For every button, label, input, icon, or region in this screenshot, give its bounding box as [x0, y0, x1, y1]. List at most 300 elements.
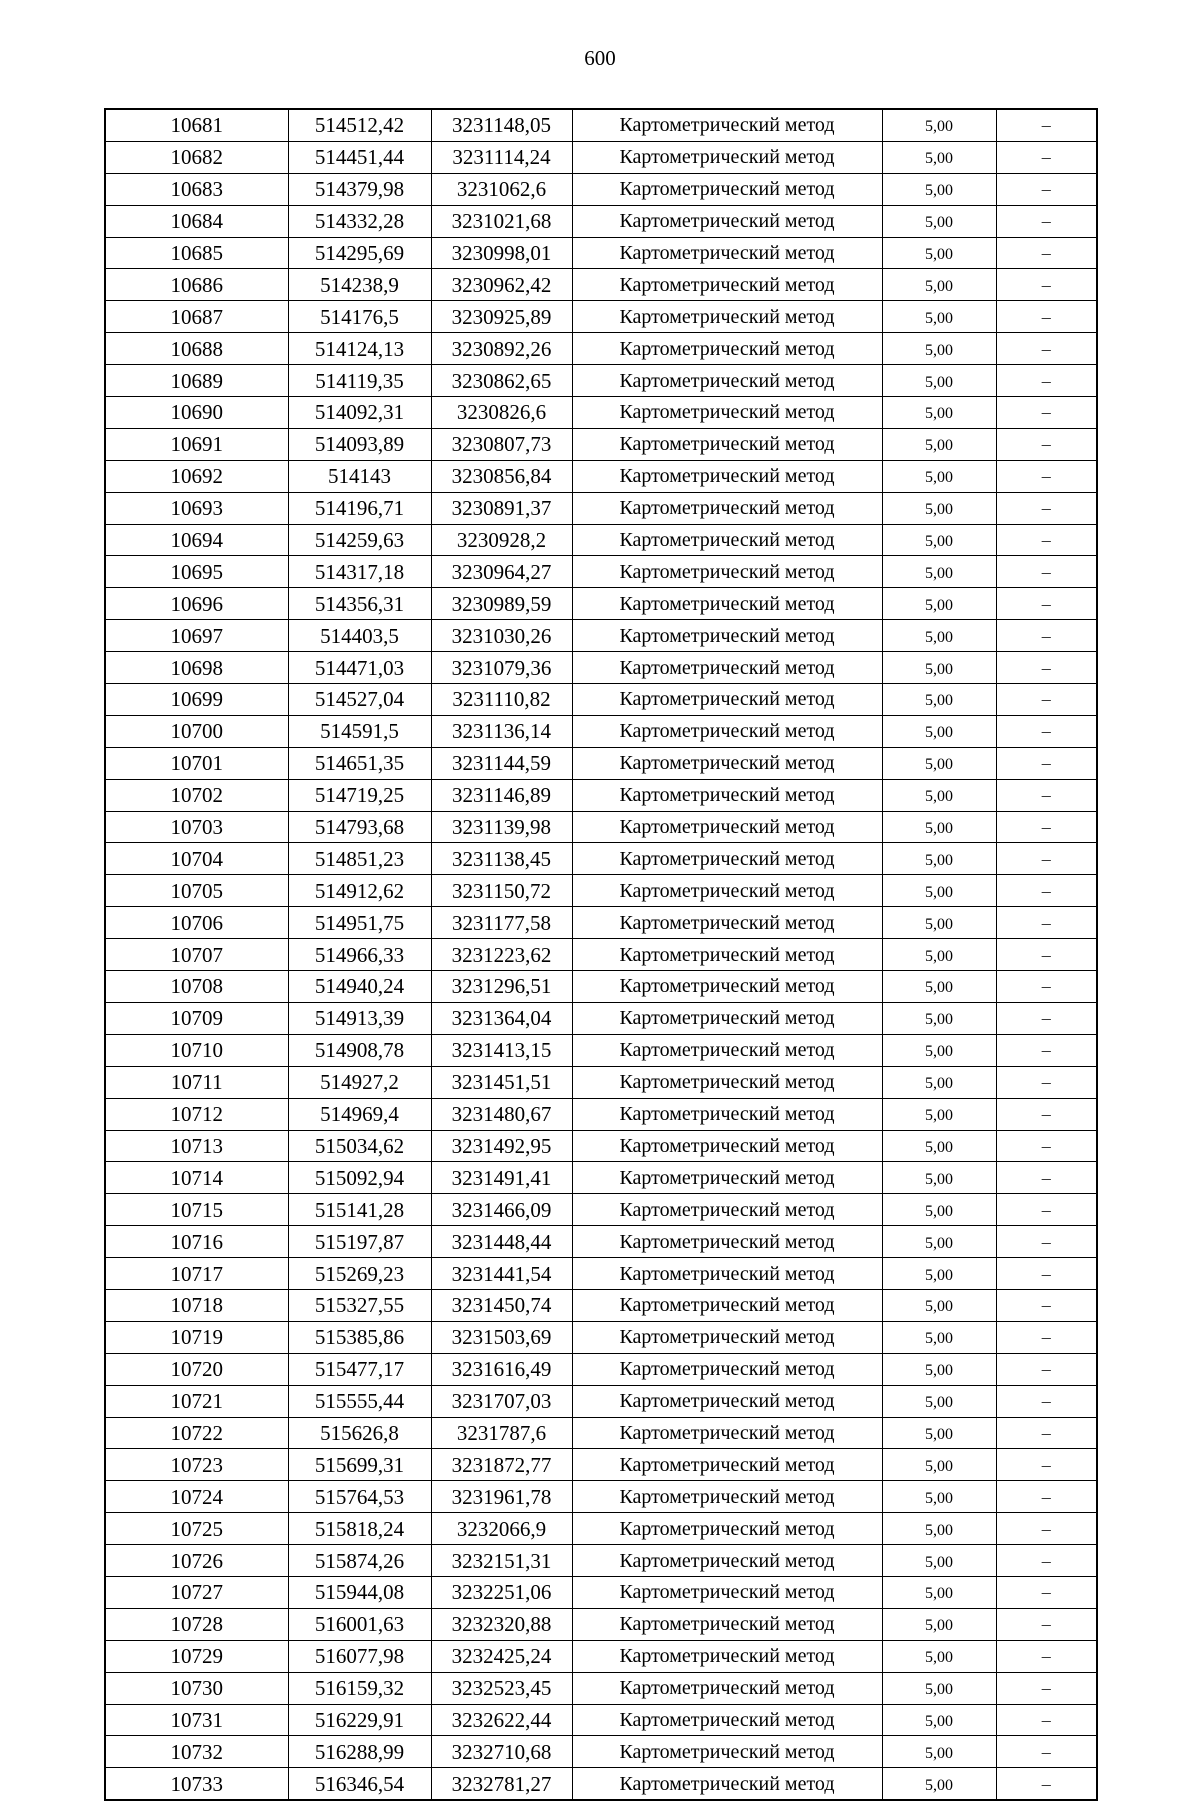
- note-cell: –: [996, 1576, 1097, 1608]
- y-coordinate-cell: 3231364,04: [431, 1002, 572, 1034]
- accuracy-cell: 5,00: [882, 492, 996, 524]
- y-coordinate-cell: 3231707,03: [431, 1385, 572, 1417]
- method-cell: Картометрический метод: [572, 269, 882, 301]
- note-cell: –: [996, 109, 1097, 141]
- method-cell: Картометрический метод: [572, 428, 882, 460]
- point-number-cell: 10708: [105, 971, 288, 1003]
- accuracy-cell: 5,00: [882, 141, 996, 173]
- method-cell: Картометрический метод: [572, 1321, 882, 1353]
- y-coordinate-cell: 3230891,37: [431, 492, 572, 524]
- coordinates-table: [104, 108, 1098, 1801]
- method-cell: Картометрический метод: [572, 1258, 882, 1290]
- accuracy-cell: 5,00: [882, 652, 996, 684]
- accuracy-cell: 5,00: [882, 971, 996, 1003]
- x-coordinate-cell: 516001,63: [288, 1608, 431, 1640]
- note-cell: –: [996, 1768, 1097, 1800]
- note-cell: –: [996, 1417, 1097, 1449]
- y-coordinate-cell: 3231492,95: [431, 1130, 572, 1162]
- point-number-cell: 10715: [105, 1194, 288, 1226]
- note-cell: –: [996, 779, 1097, 811]
- x-coordinate-cell: 515555,44: [288, 1385, 431, 1417]
- accuracy-cell: 5,00: [882, 173, 996, 205]
- point-number-cell: 10703: [105, 811, 288, 843]
- point-number-cell: 10730: [105, 1672, 288, 1704]
- accuracy-cell: 5,00: [882, 1576, 996, 1608]
- accuracy-cell: 5,00: [882, 811, 996, 843]
- y-coordinate-cell: 3230862,65: [431, 365, 572, 397]
- accuracy-cell: 5,00: [882, 301, 996, 333]
- table-row: [105, 237, 1097, 269]
- point-number-cell: 10705: [105, 875, 288, 907]
- y-coordinate-cell: 3230892,26: [431, 333, 572, 365]
- note-cell: –: [996, 141, 1097, 173]
- x-coordinate-cell: 514124,13: [288, 333, 431, 365]
- x-coordinate-cell: 515197,87: [288, 1226, 431, 1258]
- x-coordinate-cell: 514969,4: [288, 1098, 431, 1130]
- note-cell: –: [996, 875, 1097, 907]
- y-coordinate-cell: 3232781,27: [431, 1768, 572, 1800]
- y-coordinate-cell: 3231441,54: [431, 1258, 572, 1290]
- y-coordinate-cell: 3231872,77: [431, 1449, 572, 1481]
- table-row: [105, 1226, 1097, 1258]
- y-coordinate-cell: 3232425,24: [431, 1640, 572, 1672]
- y-coordinate-cell: 3232622,44: [431, 1704, 572, 1736]
- note-cell: –: [996, 1481, 1097, 1513]
- table-row: [105, 1449, 1097, 1481]
- point-number-cell: 10724: [105, 1481, 288, 1513]
- point-number-cell: 10718: [105, 1289, 288, 1321]
- method-cell: Картометрический метод: [572, 173, 882, 205]
- method-cell: Картометрический метод: [572, 875, 882, 907]
- method-cell: Картометрический метод: [572, 1672, 882, 1704]
- note-cell: –: [996, 1672, 1097, 1704]
- method-cell: Картометрический метод: [572, 588, 882, 620]
- x-coordinate-cell: 515764,53: [288, 1481, 431, 1513]
- point-number-cell: 10698: [105, 652, 288, 684]
- point-number-cell: 10691: [105, 428, 288, 460]
- note-cell: –: [996, 205, 1097, 237]
- x-coordinate-cell: 516077,98: [288, 1640, 431, 1672]
- point-number-cell: 10723: [105, 1449, 288, 1481]
- table-row: [105, 811, 1097, 843]
- x-coordinate-cell: 514259,63: [288, 524, 431, 556]
- point-number-cell: 10701: [105, 747, 288, 779]
- accuracy-cell: 5,00: [882, 1640, 996, 1672]
- y-coordinate-cell: 3231491,41: [431, 1162, 572, 1194]
- point-number-cell: 10732: [105, 1736, 288, 1768]
- point-number-cell: 10709: [105, 1002, 288, 1034]
- accuracy-cell: 5,00: [882, 365, 996, 397]
- method-cell: Картометрический метод: [572, 397, 882, 429]
- point-number-cell: 10728: [105, 1608, 288, 1640]
- x-coordinate-cell: 514451,44: [288, 141, 431, 173]
- y-coordinate-cell: 3231148,05: [431, 109, 572, 141]
- point-number-cell: 10725: [105, 1513, 288, 1545]
- accuracy-cell: 5,00: [882, 1130, 996, 1162]
- note-cell: –: [996, 173, 1097, 205]
- note-cell: –: [996, 492, 1097, 524]
- note-cell: –: [996, 1066, 1097, 1098]
- note-cell: –: [996, 1545, 1097, 1577]
- table-row: [105, 1258, 1097, 1290]
- y-coordinate-cell: 3232523,45: [431, 1672, 572, 1704]
- table-row: [105, 684, 1097, 716]
- accuracy-cell: 5,00: [882, 779, 996, 811]
- method-cell: Картометрический метод: [572, 811, 882, 843]
- table-row: [105, 269, 1097, 301]
- point-number-cell: 10719: [105, 1321, 288, 1353]
- point-number-cell: 10687: [105, 301, 288, 333]
- method-cell: Картометрический метод: [572, 460, 882, 492]
- accuracy-cell: 5,00: [882, 939, 996, 971]
- point-number-cell: 10707: [105, 939, 288, 971]
- method-cell: Картометрический метод: [572, 1098, 882, 1130]
- accuracy-cell: 5,00: [882, 1545, 996, 1577]
- note-cell: –: [996, 1098, 1097, 1130]
- table-row: [105, 588, 1097, 620]
- point-number-cell: 10704: [105, 843, 288, 875]
- point-number-cell: 10694: [105, 524, 288, 556]
- method-cell: Картометрический метод: [572, 1704, 882, 1736]
- page-number: 600: [584, 46, 616, 70]
- y-coordinate-cell: 3231177,58: [431, 907, 572, 939]
- note-cell: –: [996, 1513, 1097, 1545]
- table-row: [105, 1545, 1097, 1577]
- table-row: [105, 779, 1097, 811]
- y-coordinate-cell: 3231079,36: [431, 652, 572, 684]
- x-coordinate-cell: 515699,31: [288, 1449, 431, 1481]
- point-number-cell: 10700: [105, 715, 288, 747]
- accuracy-cell: 5,00: [882, 1417, 996, 1449]
- accuracy-cell: 5,00: [882, 1258, 996, 1290]
- point-number-cell: 10699: [105, 684, 288, 716]
- y-coordinate-cell: 3231138,45: [431, 843, 572, 875]
- x-coordinate-cell: 514092,31: [288, 397, 431, 429]
- note-cell: –: [996, 1002, 1097, 1034]
- point-number-cell: 10695: [105, 556, 288, 588]
- table-row: [105, 1736, 1097, 1768]
- x-coordinate-cell: 515034,62: [288, 1130, 431, 1162]
- table-row: [105, 1576, 1097, 1608]
- table-row: [105, 1417, 1097, 1449]
- note-cell: –: [996, 715, 1097, 747]
- table-row: [105, 1002, 1097, 1034]
- note-cell: –: [996, 1449, 1097, 1481]
- y-coordinate-cell: 3231136,14: [431, 715, 572, 747]
- accuracy-cell: 5,00: [882, 588, 996, 620]
- method-cell: Картометрический метод: [572, 684, 882, 716]
- note-cell: –: [996, 620, 1097, 652]
- table-row: [105, 1321, 1097, 1353]
- accuracy-cell: 5,00: [882, 1513, 996, 1545]
- accuracy-cell: 5,00: [882, 269, 996, 301]
- y-coordinate-cell: 3231616,49: [431, 1353, 572, 1385]
- method-cell: Картометрический метод: [572, 141, 882, 173]
- y-coordinate-cell: 3231139,98: [431, 811, 572, 843]
- x-coordinate-cell: 514295,69: [288, 237, 431, 269]
- point-number-cell: 10690: [105, 397, 288, 429]
- y-coordinate-cell: 3231466,09: [431, 1194, 572, 1226]
- method-cell: Картометрический метод: [572, 1576, 882, 1608]
- point-number-cell: 10684: [105, 205, 288, 237]
- point-number-cell: 10716: [105, 1226, 288, 1258]
- x-coordinate-cell: 514927,2: [288, 1066, 431, 1098]
- point-number-cell: 10706: [105, 907, 288, 939]
- accuracy-cell: 5,00: [882, 1672, 996, 1704]
- note-cell: –: [996, 684, 1097, 716]
- accuracy-cell: 5,00: [882, 205, 996, 237]
- x-coordinate-cell: 514940,24: [288, 971, 431, 1003]
- point-number-cell: 10721: [105, 1385, 288, 1417]
- point-number-cell: 10727: [105, 1576, 288, 1608]
- point-number-cell: 10729: [105, 1640, 288, 1672]
- x-coordinate-cell: 516229,91: [288, 1704, 431, 1736]
- accuracy-cell: 5,00: [882, 237, 996, 269]
- x-coordinate-cell: 514471,03: [288, 652, 431, 684]
- accuracy-cell: 5,00: [882, 1226, 996, 1258]
- method-cell: Картометрический метод: [572, 843, 882, 875]
- x-coordinate-cell: 514908,78: [288, 1034, 431, 1066]
- note-cell: –: [996, 556, 1097, 588]
- x-coordinate-cell: 514512,42: [288, 109, 431, 141]
- note-cell: –: [996, 397, 1097, 429]
- point-number-cell: 10726: [105, 1545, 288, 1577]
- x-coordinate-cell: 516346,54: [288, 1768, 431, 1800]
- method-cell: Картометрический метод: [572, 1034, 882, 1066]
- note-cell: –: [996, 237, 1097, 269]
- y-coordinate-cell: 3230826,6: [431, 397, 572, 429]
- y-coordinate-cell: 3232066,9: [431, 1513, 572, 1545]
- x-coordinate-cell: 515269,23: [288, 1258, 431, 1290]
- table-row: [105, 1608, 1097, 1640]
- note-cell: –: [996, 460, 1097, 492]
- accuracy-cell: 5,00: [882, 684, 996, 716]
- x-coordinate-cell: 515092,94: [288, 1162, 431, 1194]
- note-cell: –: [996, 1034, 1097, 1066]
- method-cell: Картометрический метод: [572, 971, 882, 1003]
- accuracy-cell: 5,00: [882, 524, 996, 556]
- method-cell: Картометрический метод: [572, 1640, 882, 1672]
- point-number-cell: 10711: [105, 1066, 288, 1098]
- note-cell: –: [996, 1736, 1097, 1768]
- point-number-cell: 10681: [105, 109, 288, 141]
- note-cell: –: [996, 1640, 1097, 1672]
- accuracy-cell: 5,00: [882, 1066, 996, 1098]
- point-number-cell: 10731: [105, 1704, 288, 1736]
- table-row: [105, 620, 1097, 652]
- method-cell: Картометрический метод: [572, 779, 882, 811]
- point-number-cell: 10689: [105, 365, 288, 397]
- accuracy-cell: 5,00: [882, 556, 996, 588]
- accuracy-cell: 5,00: [882, 875, 996, 907]
- accuracy-cell: 5,00: [882, 1481, 996, 1513]
- x-coordinate-cell: 515874,26: [288, 1545, 431, 1577]
- table-row: [105, 1066, 1097, 1098]
- point-number-cell: 10717: [105, 1258, 288, 1290]
- note-cell: –: [996, 971, 1097, 1003]
- y-coordinate-cell: 3230928,2: [431, 524, 572, 556]
- method-cell: Картометрический метод: [572, 939, 882, 971]
- note-cell: –: [996, 365, 1097, 397]
- accuracy-cell: 5,00: [882, 1768, 996, 1800]
- method-cell: Картометрический метод: [572, 365, 882, 397]
- note-cell: –: [996, 1385, 1097, 1417]
- method-cell: Картометрический метод: [572, 1736, 882, 1768]
- method-cell: Картометрический метод: [572, 237, 882, 269]
- table-row: [105, 141, 1097, 173]
- y-coordinate-cell: 3231114,24: [431, 141, 572, 173]
- accuracy-cell: 5,00: [882, 1098, 996, 1130]
- table-row: [105, 843, 1097, 875]
- table-row: [105, 1768, 1097, 1800]
- method-cell: Картометрический метод: [572, 652, 882, 684]
- x-coordinate-cell: 515141,28: [288, 1194, 431, 1226]
- x-coordinate-cell: 514966,33: [288, 939, 431, 971]
- y-coordinate-cell: 3231223,62: [431, 939, 572, 971]
- coordinates-table-body: [105, 109, 1097, 1800]
- table-row: [105, 556, 1097, 588]
- method-cell: Картометрический метод: [572, 1768, 882, 1800]
- table-row: [105, 715, 1097, 747]
- note-cell: –: [996, 588, 1097, 620]
- note-cell: –: [996, 428, 1097, 460]
- x-coordinate-cell: 514403,5: [288, 620, 431, 652]
- method-cell: Картометрический метод: [572, 1353, 882, 1385]
- table-row: [105, 524, 1097, 556]
- x-coordinate-cell: 514238,9: [288, 269, 431, 301]
- point-number-cell: 10696: [105, 588, 288, 620]
- note-cell: –: [996, 1353, 1097, 1385]
- x-coordinate-cell: 514143: [288, 460, 431, 492]
- table-row: [105, 1385, 1097, 1417]
- note-cell: –: [996, 269, 1097, 301]
- note-cell: –: [996, 301, 1097, 333]
- accuracy-cell: 5,00: [882, 1289, 996, 1321]
- point-number-cell: 10710: [105, 1034, 288, 1066]
- method-cell: Картометрический метод: [572, 747, 882, 779]
- table-row: [105, 875, 1097, 907]
- table-row: [105, 1162, 1097, 1194]
- method-cell: Картометрический метод: [572, 1608, 882, 1640]
- table-row: [105, 971, 1097, 1003]
- point-number-cell: 10688: [105, 333, 288, 365]
- table-row: [105, 1513, 1097, 1545]
- x-coordinate-cell: 515626,8: [288, 1417, 431, 1449]
- y-coordinate-cell: 3230989,59: [431, 588, 572, 620]
- y-coordinate-cell: 3231062,6: [431, 173, 572, 205]
- point-number-cell: 10685: [105, 237, 288, 269]
- table-row: [105, 1481, 1097, 1513]
- accuracy-cell: 5,00: [882, 460, 996, 492]
- x-coordinate-cell: 514119,35: [288, 365, 431, 397]
- method-cell: Картометрический метод: [572, 301, 882, 333]
- x-coordinate-cell: 514913,39: [288, 1002, 431, 1034]
- accuracy-cell: 5,00: [882, 1321, 996, 1353]
- table-row: [105, 1034, 1097, 1066]
- table-row: [105, 460, 1097, 492]
- note-cell: –: [996, 1162, 1097, 1194]
- accuracy-cell: 5,00: [882, 1162, 996, 1194]
- table-row: [105, 747, 1097, 779]
- y-coordinate-cell: 3230964,27: [431, 556, 572, 588]
- method-cell: Картометрический метод: [572, 1417, 882, 1449]
- y-coordinate-cell: 3232251,06: [431, 1576, 572, 1608]
- x-coordinate-cell: 514793,68: [288, 811, 431, 843]
- x-coordinate-cell: 514851,23: [288, 843, 431, 875]
- table-row: [105, 1640, 1097, 1672]
- x-coordinate-cell: 514951,75: [288, 907, 431, 939]
- accuracy-cell: 5,00: [882, 428, 996, 460]
- accuracy-cell: 5,00: [882, 1449, 996, 1481]
- point-number-cell: 10697: [105, 620, 288, 652]
- method-cell: Картометрический метод: [572, 1289, 882, 1321]
- table-row: [105, 1672, 1097, 1704]
- y-coordinate-cell: 3231448,44: [431, 1226, 572, 1258]
- x-coordinate-cell: 515327,55: [288, 1289, 431, 1321]
- method-cell: Картометрический метод: [572, 333, 882, 365]
- table-row: [105, 173, 1097, 205]
- y-coordinate-cell: 3231030,26: [431, 620, 572, 652]
- accuracy-cell: 5,00: [882, 1385, 996, 1417]
- method-cell: Картометрический метод: [572, 715, 882, 747]
- x-coordinate-cell: 515385,86: [288, 1321, 431, 1353]
- x-coordinate-cell: 514356,31: [288, 588, 431, 620]
- table-row: [105, 205, 1097, 237]
- point-number-cell: 10682: [105, 141, 288, 173]
- table-row: [105, 301, 1097, 333]
- accuracy-cell: 5,00: [882, 1034, 996, 1066]
- table-row: [105, 1130, 1097, 1162]
- y-coordinate-cell: 3231144,59: [431, 747, 572, 779]
- y-coordinate-cell: 3230807,73: [431, 428, 572, 460]
- x-coordinate-cell: 514912,62: [288, 875, 431, 907]
- note-cell: –: [996, 652, 1097, 684]
- note-cell: –: [996, 1608, 1097, 1640]
- point-number-cell: 10733: [105, 1768, 288, 1800]
- method-cell: Картометрический метод: [572, 1513, 882, 1545]
- table-row: [105, 1098, 1097, 1130]
- note-cell: –: [996, 939, 1097, 971]
- x-coordinate-cell: 514591,5: [288, 715, 431, 747]
- accuracy-cell: 5,00: [882, 1002, 996, 1034]
- method-cell: Картометрический метод: [572, 1481, 882, 1513]
- point-number-cell: 10693: [105, 492, 288, 524]
- method-cell: Картометрический метод: [572, 1066, 882, 1098]
- note-cell: –: [996, 1321, 1097, 1353]
- method-cell: Картометрический метод: [572, 1545, 882, 1577]
- note-cell: –: [996, 1130, 1097, 1162]
- note-cell: –: [996, 747, 1097, 779]
- method-cell: Картометрический метод: [572, 556, 882, 588]
- x-coordinate-cell: 514379,98: [288, 173, 431, 205]
- point-number-cell: 10714: [105, 1162, 288, 1194]
- y-coordinate-cell: 3231480,67: [431, 1098, 572, 1130]
- y-coordinate-cell: 3231021,68: [431, 205, 572, 237]
- accuracy-cell: 5,00: [882, 620, 996, 652]
- note-cell: –: [996, 1194, 1097, 1226]
- method-cell: Картометрический метод: [572, 492, 882, 524]
- note-cell: –: [996, 811, 1097, 843]
- method-cell: Картометрический метод: [572, 907, 882, 939]
- y-coordinate-cell: 3230925,89: [431, 301, 572, 333]
- point-number-cell: 10720: [105, 1353, 288, 1385]
- x-coordinate-cell: 516159,32: [288, 1672, 431, 1704]
- accuracy-cell: 5,00: [882, 843, 996, 875]
- method-cell: Картометрический метод: [572, 1385, 882, 1417]
- table-row: [105, 1194, 1097, 1226]
- table-row: [105, 333, 1097, 365]
- x-coordinate-cell: 515477,17: [288, 1353, 431, 1385]
